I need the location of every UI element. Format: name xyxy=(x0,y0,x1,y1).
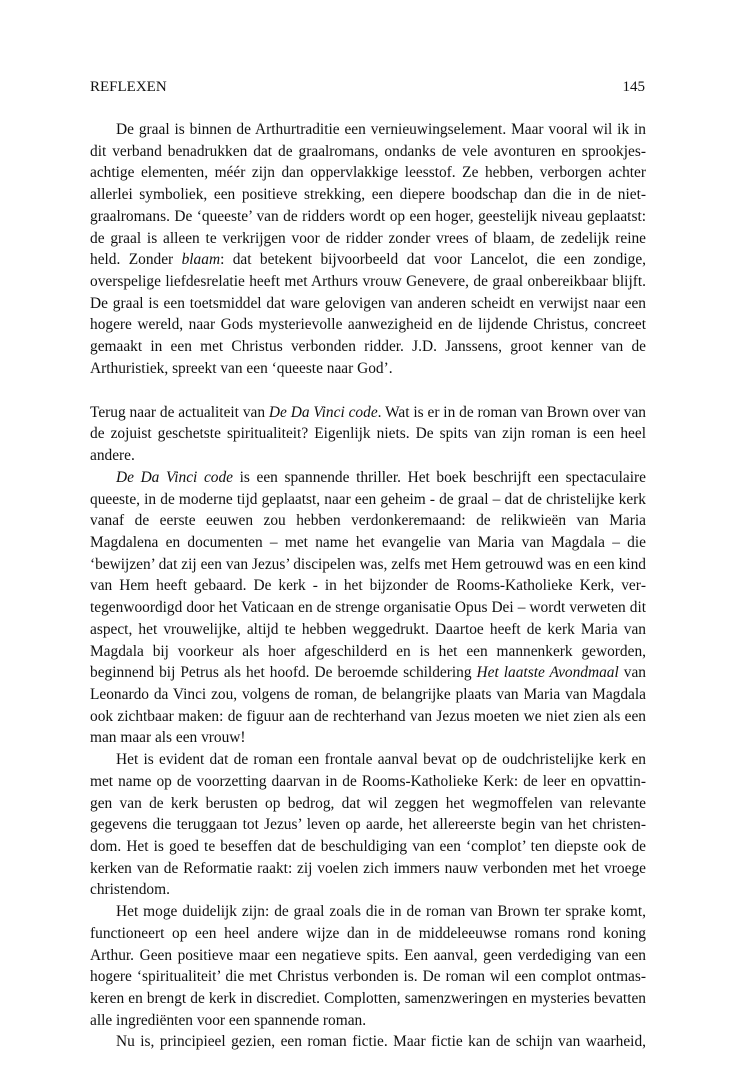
text-run: Het moge duidelijk zijn: de graal zoals die in de roman van Brown ter sprake komt, functioneert op een heel andere wijze dan in de middeleeuwse romans rond koning Arthur. Geen positieve maar een negatieve spits. Een aanval, geen verdediging van een hogere ‘spiritualiteit’ die met Christus verbonden is. De roman wil een complot ontmaskeren en brengt de kerk in discrediet. Complotten, samenzweringen en mysteries bevatten alle ingrediënten voor een spannende roman. xyxy=(90,903,646,1029)
paragraph xyxy=(90,119,646,380)
paragraph xyxy=(90,1031,646,1053)
italic-text: De Da Vinci code xyxy=(268,403,378,421)
paragraph xyxy=(90,749,646,901)
text-run: Het is evident dat de roman een frontale aanval bevat op de oudchristelijke kerk en met name op de voorzetting daarvan in de Rooms-Katholieke Kerk: de leer en opvattingen van de kerk berusten op bedrog, dat wil zeggen het wegmoffelen van relevante gegevens die teruggaan tot Jezus’ leven op aarde, het allereerste begin van het christendom. Het is goed te beseffen dat de beschuldiging van een ‘complot’ ten diepste ook de kerken van de Reformatie raakt: zij voelen zich immers nauw verbonden met het vroege christendom. xyxy=(90,751,646,899)
text-run: Terug naar de actualiteit van xyxy=(90,403,269,421)
running-header xyxy=(90,78,645,96)
body-text xyxy=(90,119,646,1053)
paragraph xyxy=(90,467,646,749)
text-run: Nu is, principieel gezien, een roman fictie. Maar fictie kan de schijn van waarheid, xyxy=(116,1033,646,1051)
text-run: . Wat is er in de roman van Brown over van de zojuist geschetste spiritualiteit? Eigenlijk niets. De spits van zijn roman is een heel andere. xyxy=(90,403,646,465)
text-run: De graal is binnen de Arthurtraditie een vernieuwingselement. Maar vooral wil ik in dit verband benadrukken dat de graalromans, ondanks de vele avonturen en sprookjesachtige elementen, méér zijn dan oppervlakkige leesstof. Ze hebben, verborgen achter allerlei symboliek, een positieve strekking, een diepere boodschap dan die in de niet-graalromans. De ‘queeste’ van de ridders wordt op een hoger, geestelijk niveau geplaatst: de graal is alleen te verkrijgen voor de ridder zonder vrees of blaam, de zedelijk reine held. Zonder xyxy=(90,121,646,269)
paragraph xyxy=(90,402,646,467)
text-run: van Leonardo da Vinci zou, volgens de roman, de belangrijke plaats van Maria van Magdala ook zichtbaar maken: de figuur aan de rechterhand van Jezus moeten we niet zien als een man maar als een vrouw! xyxy=(90,664,647,747)
paragraph xyxy=(90,901,646,1031)
text-run: : dat betekent bijvoorbeeld dat voor Lancelot, die een zondige, overspelige liefdesrelatie heeft met Arthurs vrouw Genevere, de graal onbereikbaar blijft. De graal is een toetsmiddel dat ware gelovigen van anderen scheidt en verwijst naar een hogere wereld, naar Gods mysterievolle aanwezigheid en de lijdende Christus, concreet gemaakt in een met Christus verbonden ridder. J.D. Janssens, groot kenner van de Arthuristiek, spreekt van een ‘queeste naar God’. xyxy=(90,251,646,377)
italic-text: De Da Vinci code xyxy=(116,468,234,486)
running-title: REFLEXEN xyxy=(90,79,167,95)
italic-text: blaam xyxy=(181,251,221,269)
text-run: is een spannende thriller. Het boek beschrijft een spectaculaire queeste, in de moderne tijd geplaatst, naar een geheim - de graal – dat de christelijke kerk vanaf de eerste eeuwen zou hebben verdonkeremaand: de relikwieën van Maria Magdalena en documenten – met name het evangelie van Maria van Magdala – die ‘bewijzen’ dat zij een van Jezus’ discipelen was, zelfs met Hem getrouwd was en een kind van Hem heeft gebaard. De kerk - in het bijzonder de Rooms-Katholieke Kerk, vertegenwoordigd door het Vaticaan en de strenge organisatie Opus Dei – wordt verweten dit aspect, het vrouwelijke, altijd te hebben weggedrukt. Daartoe heeft de kerk Maria van Magdala bij voorkeur als hoer afgeschilderd en is het een mannenkerk geworden, beginnend bij Petrus als het hoofd. De beroemde schildering xyxy=(90,468,646,682)
italic-text: Het laatste Avondmaal xyxy=(476,664,619,682)
page-number: 145 xyxy=(622,79,645,95)
